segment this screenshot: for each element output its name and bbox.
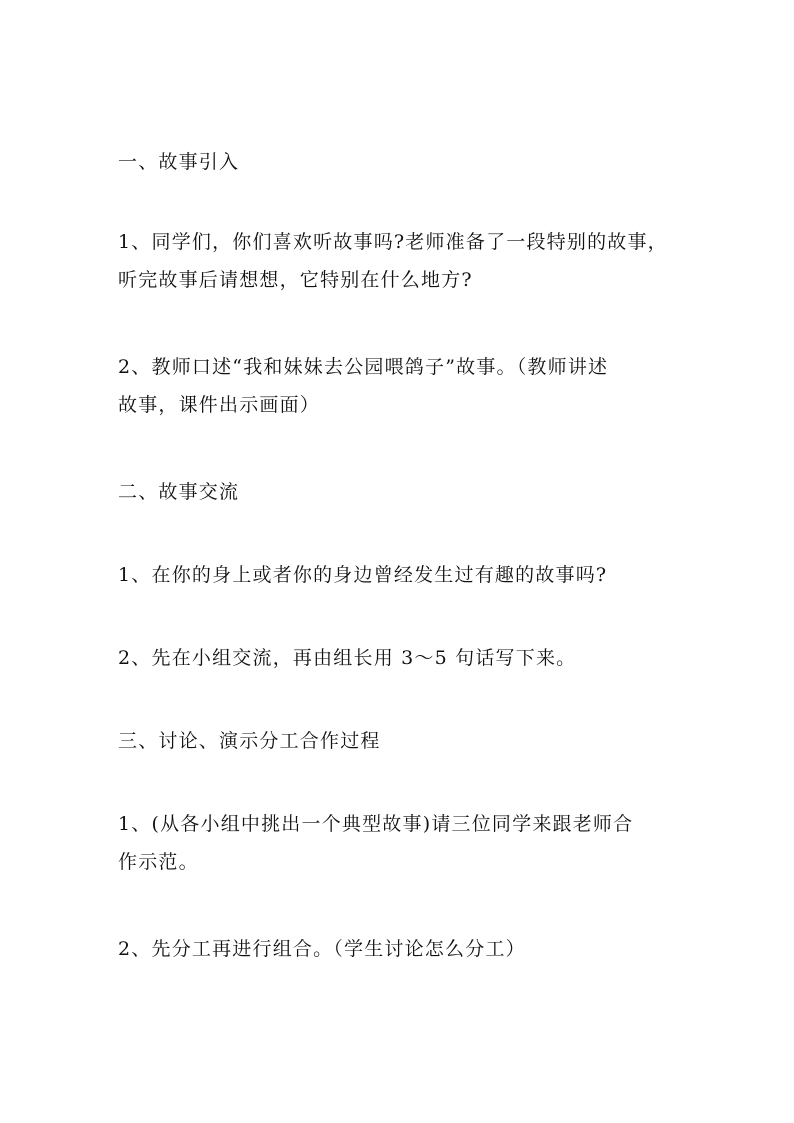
section-heading-1: 一、故事引入 (118, 151, 240, 173)
section-1-item-1 (118, 223, 688, 299)
section-2-item-2-line-1: 2、先在小组交流，再由组长用 3～5 句话写下来。 (118, 647, 577, 669)
section-2-item-2 (118, 639, 688, 677)
section-3-item-2-line-1: 2、先分工再进行组合。（学生讨论怎么分工） (118, 938, 526, 960)
section-1-item-2-line-2: 故事，课件出示画面） (118, 394, 321, 416)
section-3-item-1-line-2: 作示范。 (118, 851, 199, 873)
section-3-item-1-line-1: 1、(从各小组中挑出一个典型故事)请三位同学来跟老师合 (118, 813, 634, 835)
section-1-item-1-line-1: 1、同学们，你们喜欢听故事吗?老师准备了一段特别的故事， (118, 231, 668, 253)
section-3-item-2 (118, 930, 688, 968)
section-heading-3: 三、讨论、演示分工合作过程 (118, 730, 381, 752)
section-2-item-1 (118, 556, 688, 594)
section-1-item-1-line-2: 听完故事后请想想，它特别在什么地方? (118, 269, 473, 291)
section-2-item-1-line-1: 1、在你的身上或者你的身边曾经发生过有趣的故事吗? (118, 564, 608, 586)
section-3-item-1 (118, 805, 688, 881)
section-1-item-2-line-1: 2、教师口述“我和妹妹去公园喂鸽子”故事。（教师讲述 (118, 356, 609, 378)
section-1-item-2 (118, 348, 688, 424)
section-heading-2: 二、故事交流 (118, 481, 240, 503)
